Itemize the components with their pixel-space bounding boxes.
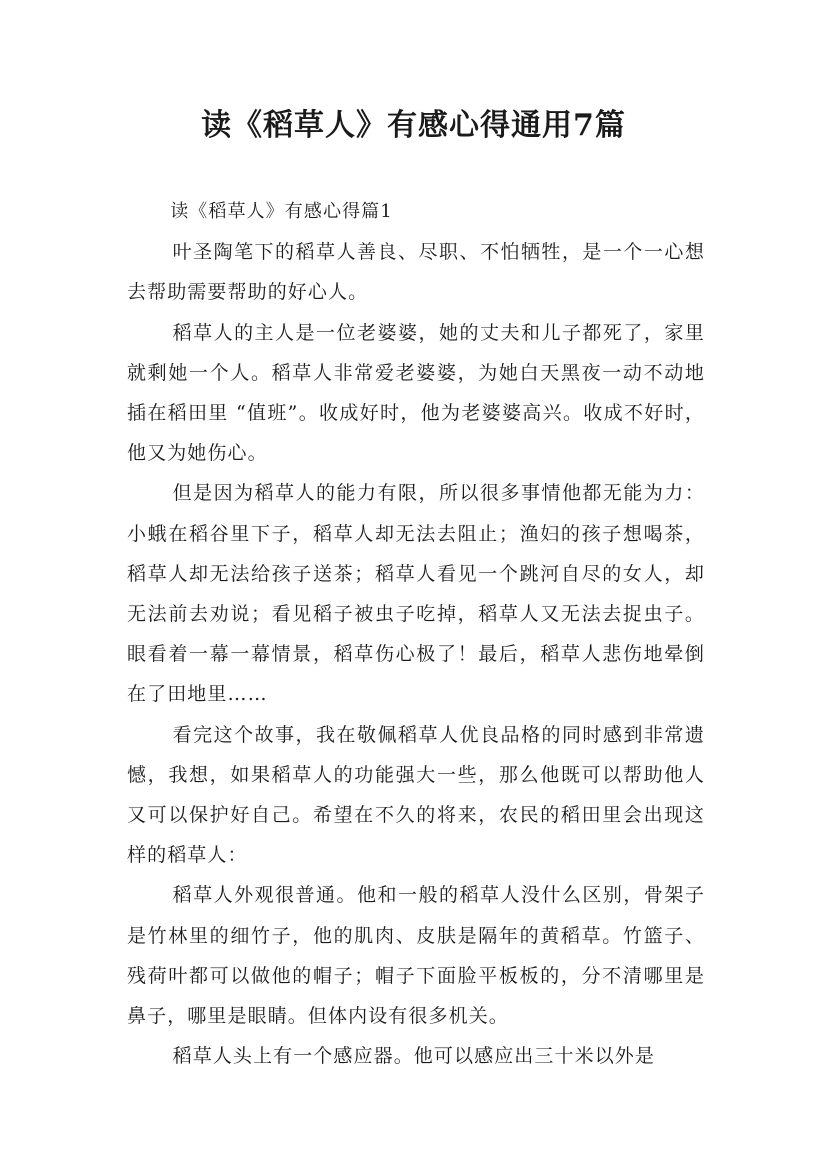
paragraph: 但是因为稻草人的能力有限，所以很多事情他都无能为力：小蛾在稻谷里下子，稻草人却无法去阻止；渔妇的孩子想喝茶，稻草人却无法给孩子送茶；稻草人看见一个跳河自尽的女人，却无法前去劝说；看见稻子被虫子吃掉，稻草人又无法去捉虫子。眼看着一幕一幕情景，稻草伤心极了！最后，稻草人悲伤地晕倒在了田地里……	[127, 482, 705, 706]
document-body	[127, 192, 705, 1076]
paragraph: 稻草人的主人是一位老婆婆，她的丈夫和儿子都死了，家里就剩她一个人。稻草人非常爱老婆婆，为她白天黑夜一动不动地插在稻田里 “值班”。收成好时，他为老婆婆高兴。收成不好时，他又为她伤心。	[127, 321, 705, 465]
paragraph: 叶圣陶笔下的稻草人善良、尽职、不怕牺牲，是一个一心想去帮助需要帮助的好心人。	[127, 241, 705, 304]
paragraph: 稻草人外观很普通。他和一般的稻草人没什么区别，骨架子是竹林里的细竹子，他的肌肉、皮肤是隔年的黄稻草。竹篮子、残荷叶都可以做他的帽子；帽子下面脸平板板的，分不清哪里是鼻子，哪里是眼睛。但体内设有很多机关。	[127, 884, 705, 1028]
paragraph: 稻草人头上有一个感应器。他可以感应出三十米以外是	[172, 1045, 655, 1068]
section-heading: 读《稻草人》有感心得篇1	[170, 201, 393, 222]
paragraph: 看完这个故事，我在敬佩稻草人优良品格的同时感到非常遗憾，我想，如果稻草人的功能强大一些，那么他既可以帮助他人又可以保护好自己。希望在不久的将来，农民的稻田里会出现这样的稻草人：	[127, 723, 705, 867]
document-title: 读《稻草人》有感心得通用7篇	[201, 108, 626, 143]
